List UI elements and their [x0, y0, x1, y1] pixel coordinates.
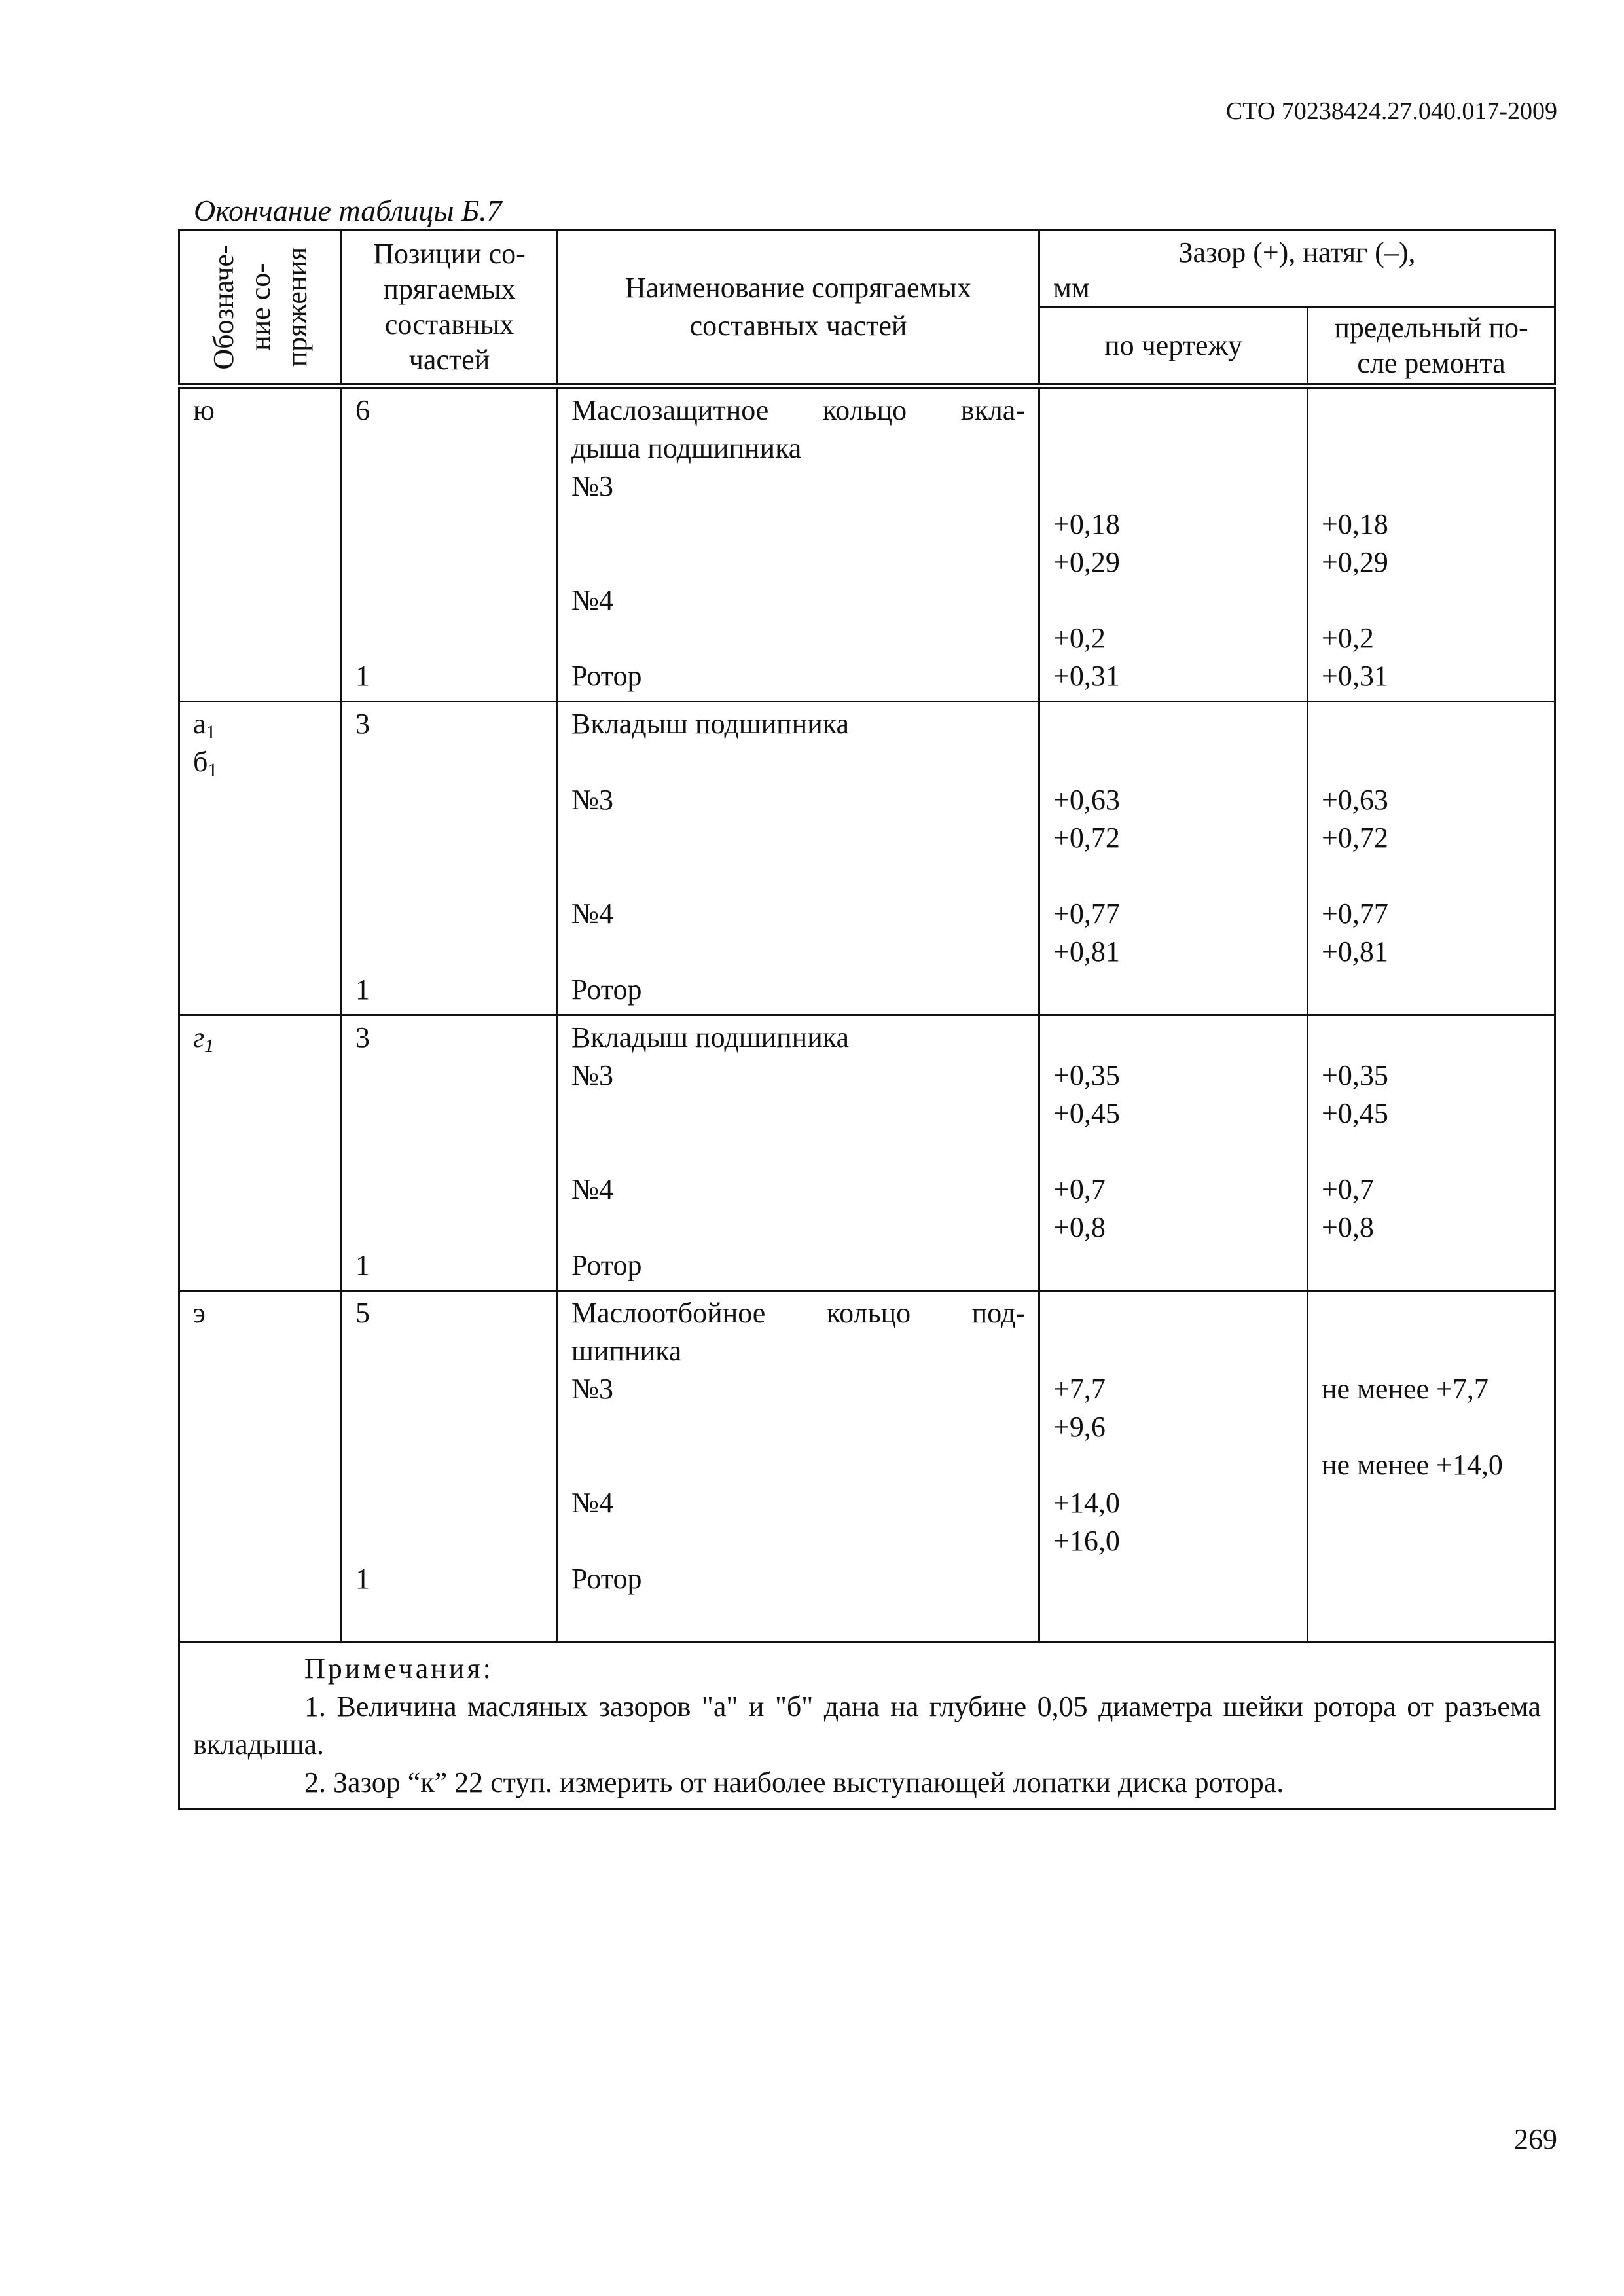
- note-item: 1. Величина масляных зазоров "а" и "б" дана на глубине 0,05 диаметра шейки ротора от разъема вкладыша.: [193, 1690, 1541, 1760]
- table-row: [179, 1015, 1555, 1291]
- notes-title: Примечания:: [304, 1652, 494, 1685]
- cell-limit: не менее +7,7 не менее +14,0: [1308, 1291, 1555, 1643]
- cell-designation: ю: [179, 386, 342, 702]
- table-row: [179, 702, 1555, 1015]
- clearance-table: [178, 229, 1556, 1810]
- table-caption: Окончание таблицы Б.7: [194, 194, 502, 227]
- note-item: 2. Зазор “к” 22 ступ. измерить от наиболее выступающей лопатки диска ротора.: [304, 1766, 1284, 1798]
- cell-names: Вкладыш подшипника №3 №4 Ротор: [558, 702, 1039, 1015]
- cell-positions: 3 1: [342, 702, 558, 1015]
- cell-names: Маслозащитное кольцо вкла- дыша подшипника №3 №4 Ротор: [558, 386, 1039, 702]
- header-limit: предельный по-сле ремонта: [1308, 308, 1555, 386]
- header-positions: Позиции со-прягаемых составных частей: [342, 230, 558, 386]
- cell-designation: э: [179, 1291, 342, 1643]
- cell-by-drawing: +7,7 +9,6 +14,0 +16,0: [1039, 1291, 1308, 1643]
- notes-row: [179, 1643, 1555, 1810]
- table-row: [179, 386, 1555, 702]
- cell-designation: $а_1$ $б_1$: [179, 702, 342, 1015]
- cell-by-drawing: +0,18 +0,29 +0,2 +0,31: [1039, 386, 1308, 702]
- cell-positions: 6 1: [342, 386, 558, 702]
- table-row: [179, 1291, 1555, 1643]
- notes-cell: [179, 1643, 1555, 1810]
- header-designation-text: Обозначе-ние со-пряжения: [207, 244, 313, 370]
- cell-limit: +0,63 +0,72 +0,77 +0,81: [1308, 702, 1555, 1015]
- cell-limit: +0,35 +0,45 +0,7 +0,8: [1308, 1015, 1555, 1291]
- page-number: 269: [1514, 2123, 1557, 2155]
- header-designation: [179, 230, 342, 386]
- header-gap-group: [1039, 230, 1555, 308]
- cell-positions: 3 1: [342, 1015, 558, 1291]
- header-by-drawing: по чертежу: [1039, 308, 1308, 386]
- header-names: Наименование сопрягаемых составных частей: [558, 230, 1039, 386]
- document-code: СТО 70238424.27.040.017-2009: [1225, 98, 1557, 125]
- cell-positions: 5 1: [342, 1291, 558, 1643]
- cell-limit: +0,18 +0,29 +0,2 +0,31: [1308, 386, 1555, 702]
- cell-names: Вкладыш подшипника №3 №4 Ротор: [558, 1015, 1039, 1291]
- cell-by-drawing: +0,63 +0,72 +0,77 +0,81: [1039, 702, 1308, 1015]
- cell-by-drawing: +0,35 +0,45 +0,7 +0,8: [1039, 1015, 1308, 1291]
- cell-names: Маслоотбойное кольцо под- шипника №3 №4 Ротор: [558, 1291, 1039, 1643]
- header-gap-line1: Зазор (+), натяг (–),: [1178, 236, 1416, 268]
- cell-designation: $г_1$: [179, 1015, 342, 1291]
- header-gap-line2: мм: [1053, 271, 1090, 304]
